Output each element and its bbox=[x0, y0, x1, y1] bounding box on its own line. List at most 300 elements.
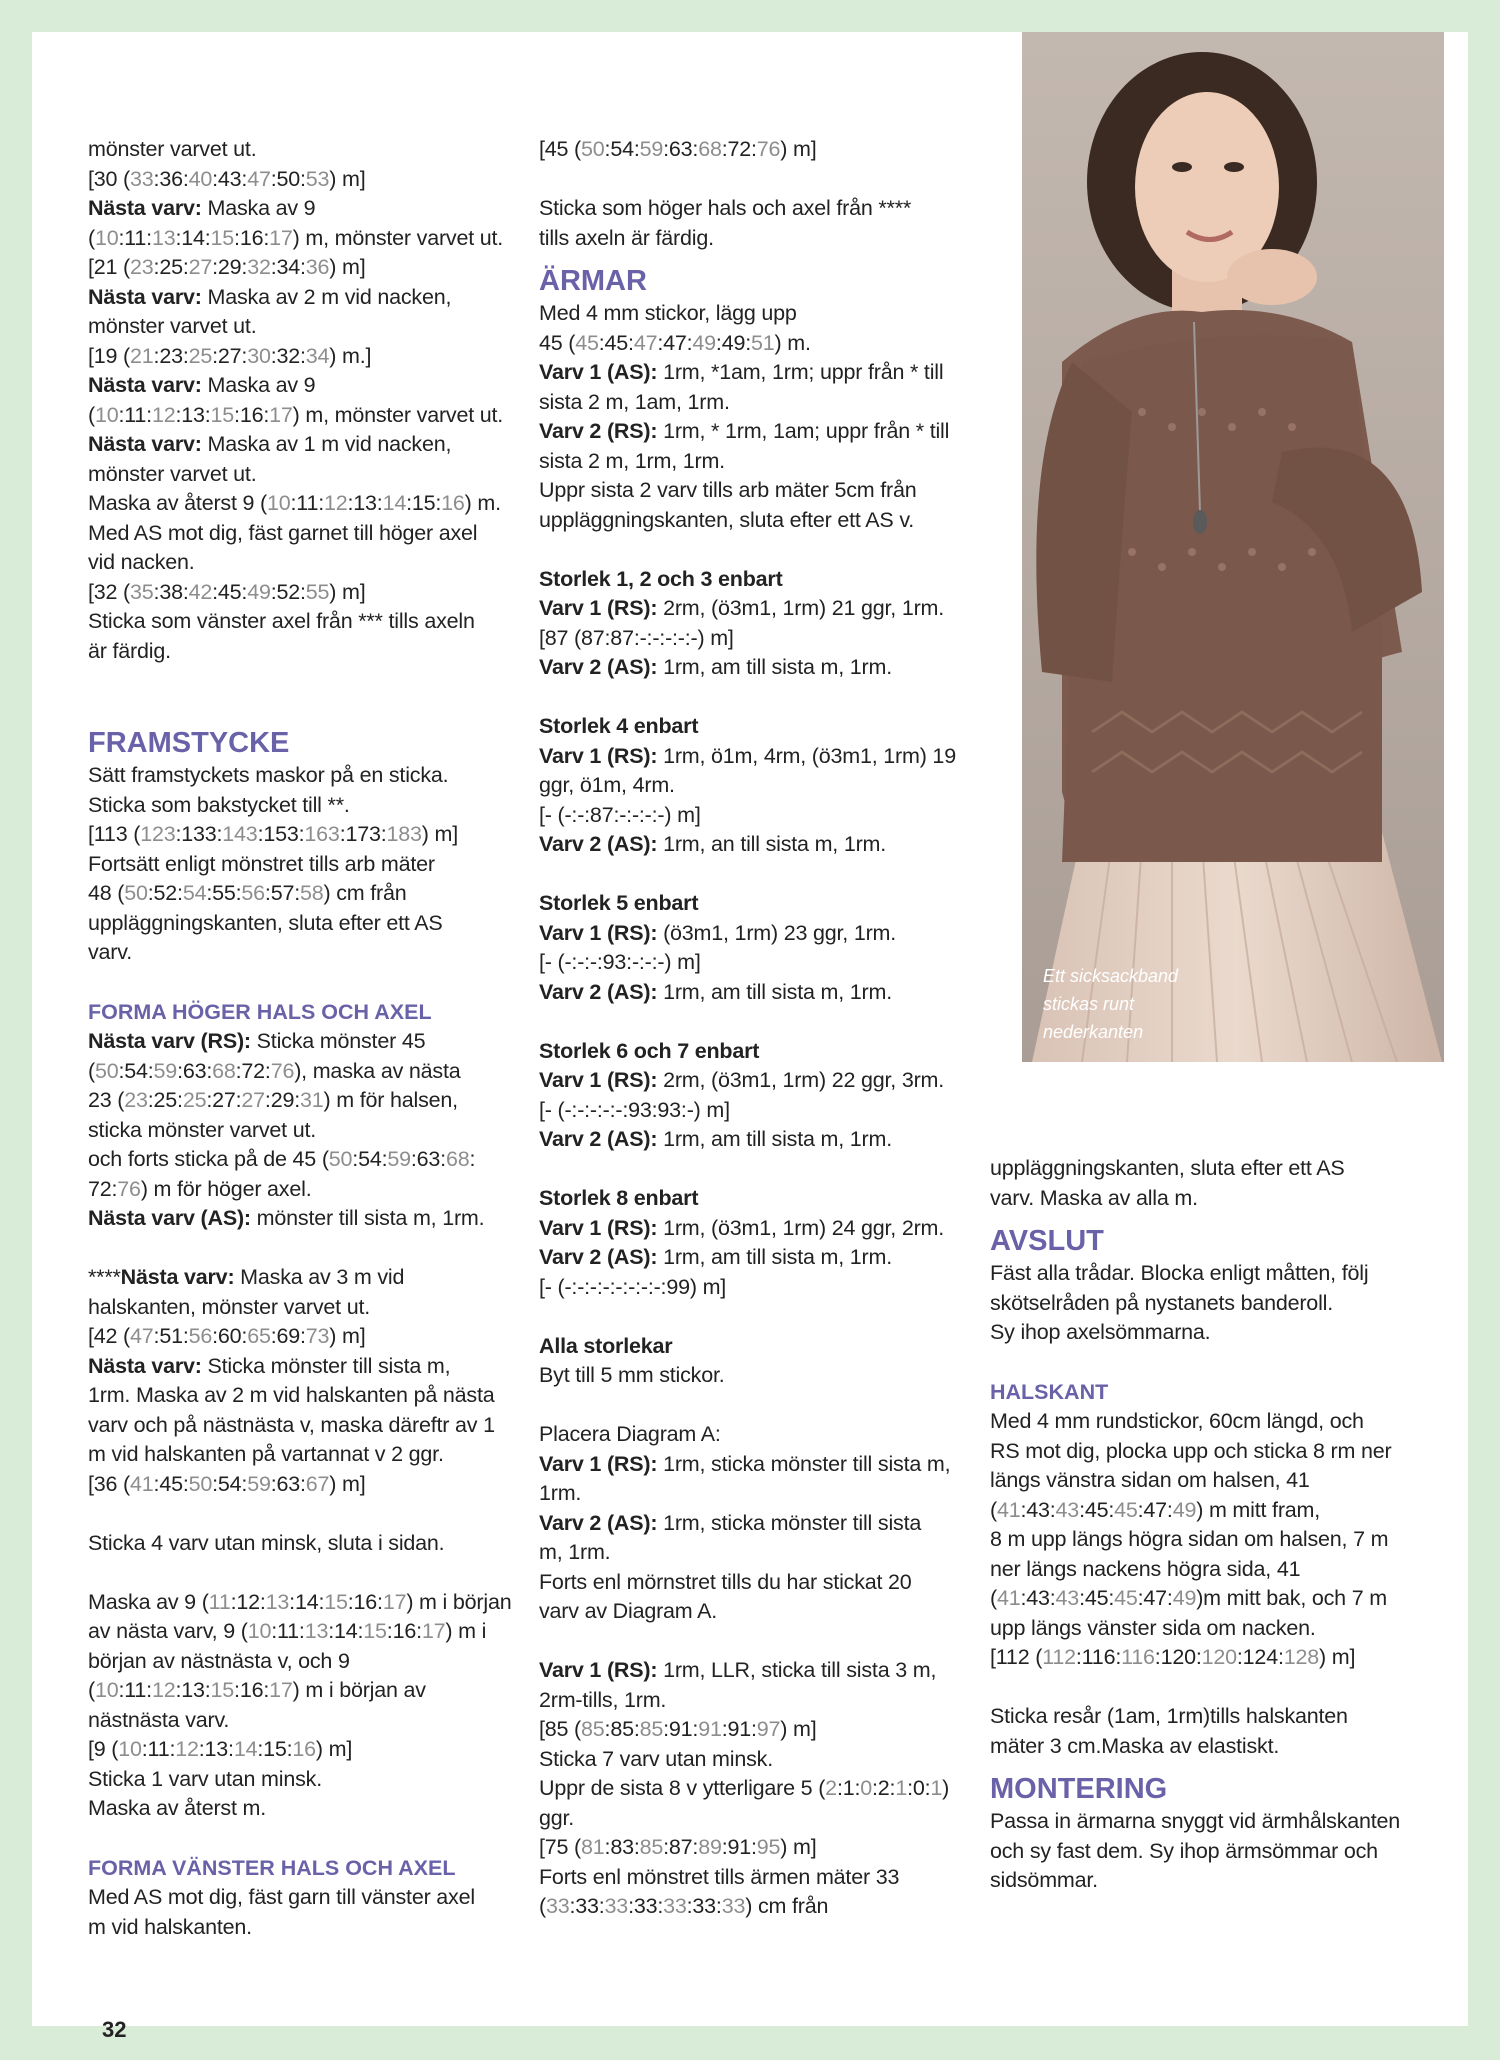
size-value: 41 bbox=[996, 1586, 1021, 1610]
text-run: [112 ( bbox=[990, 1645, 1043, 1669]
text-run: ( bbox=[539, 1894, 546, 1918]
text-run: :54: bbox=[118, 1058, 154, 1083]
section-heading bbox=[539, 263, 979, 299]
spacer bbox=[539, 535, 979, 565]
size-value: 45 bbox=[1114, 1586, 1138, 1610]
text-run: Sticka 7 varv utan minsk. bbox=[539, 1746, 773, 1771]
text-line bbox=[88, 1057, 528, 1087]
text-run: ) m] bbox=[329, 579, 366, 604]
text-run: :11: bbox=[290, 491, 324, 515]
spacer bbox=[990, 1673, 1430, 1703]
text-run: :49: bbox=[715, 330, 751, 355]
size-value: 12 bbox=[175, 1737, 199, 1761]
page-number: 32 bbox=[102, 2017, 127, 2042]
text-run: Forts enl mörnstret tills du har stickat 20 bbox=[539, 1569, 912, 1594]
text-run: :54: bbox=[604, 137, 640, 161]
text-column-3 bbox=[990, 1154, 1430, 1896]
text-line bbox=[539, 801, 979, 831]
size-value: 13 bbox=[265, 1589, 290, 1614]
text-run: 1rm. Maska av 2 m vid halskanten på nästa bbox=[88, 1383, 495, 1407]
text-run: 8 m upp längs högra sidan om halsen, 7 m bbox=[990, 1527, 1389, 1551]
bold-text: Varv 1 (RS): bbox=[539, 920, 658, 945]
text-run: Sticka som höger hals och axel från **** bbox=[539, 196, 912, 220]
size-value: 15 bbox=[363, 1619, 387, 1643]
caption-line: nederkanten bbox=[1043, 1022, 1144, 1042]
text-line bbox=[88, 1706, 528, 1736]
text-line bbox=[539, 329, 979, 359]
text-line bbox=[990, 1466, 1430, 1496]
text-run: Passa in ärmarna snyggt vid ärmhålskanten bbox=[990, 1809, 1401, 1833]
size-value: 85 bbox=[639, 1835, 664, 1859]
text-run: :69: bbox=[270, 1324, 306, 1348]
text-run: Med AS mot dig, fäst garnet till höger axel bbox=[88, 520, 478, 545]
text-line bbox=[88, 1263, 528, 1293]
text-run: :91: bbox=[721, 1835, 757, 1859]
size-value: 58 bbox=[299, 881, 324, 905]
text-run: uppläggningskanten, sluta efter ett AS v. bbox=[539, 507, 915, 532]
text-run: 1rm, am till sista m, 1rm. bbox=[657, 979, 892, 1004]
size-value: 33 bbox=[604, 1894, 629, 1918]
text-run: ) m] bbox=[329, 1471, 366, 1496]
text-run: :29: bbox=[212, 255, 248, 279]
text-line bbox=[990, 1496, 1430, 1526]
text-run: :11: bbox=[118, 225, 152, 250]
text-line bbox=[539, 135, 979, 165]
text-run: varv. Maska av alla m. bbox=[990, 1185, 1198, 1210]
spacer bbox=[88, 1824, 528, 1854]
text-line bbox=[990, 1318, 1430, 1348]
text-run: ) m] bbox=[421, 822, 459, 846]
bold-text: Storlek 5 enbart bbox=[539, 891, 699, 915]
text-line bbox=[88, 224, 528, 254]
text-run: Fäst alla trådar. Blocka enligt måtten, följ bbox=[990, 1261, 1369, 1285]
caption-line: stickas runt bbox=[1043, 994, 1135, 1014]
text-run: :133: bbox=[175, 822, 223, 846]
text-run: m vid halskanten. bbox=[88, 1914, 252, 1939]
text-run: :45: bbox=[212, 579, 248, 604]
text-line bbox=[990, 1525, 1430, 1555]
bold-text: Varv 2 (AS): bbox=[539, 979, 658, 1004]
bold-text: Varv 2 (AS): bbox=[539, 655, 658, 679]
text-run: [- (-:-:87:-:-:-:-) m] bbox=[539, 802, 701, 827]
bold-text: Nästa varv: bbox=[88, 284, 202, 309]
size-value: 73 bbox=[305, 1324, 330, 1348]
text-line bbox=[539, 771, 979, 801]
size-value: 13 bbox=[151, 225, 176, 250]
text-run: [113 ( bbox=[88, 822, 141, 846]
spacer bbox=[88, 696, 528, 726]
text-run: :11: bbox=[118, 1678, 152, 1702]
size-value: 59 bbox=[153, 1058, 178, 1083]
bold-text: Varv 2 (AS): bbox=[539, 1127, 658, 1151]
size-value: 17 bbox=[421, 1619, 446, 1643]
text-run: 2rm, (ö3m1, 1rm) 21 ggr, 1rm. bbox=[657, 596, 945, 620]
text-run: 1rm, *1am, 1rm; uppr från * till bbox=[657, 360, 944, 384]
text-run: Sticka mönster till sista m, bbox=[201, 1353, 451, 1378]
text-line bbox=[539, 1686, 979, 1716]
text-line bbox=[990, 1732, 1430, 1762]
text-line bbox=[88, 1765, 528, 1795]
size-value: 59 bbox=[247, 1471, 271, 1496]
size-value: 55 bbox=[305, 579, 330, 604]
text-line bbox=[539, 476, 979, 506]
text-line bbox=[88, 460, 528, 490]
text-run: mönster varvet ut. bbox=[88, 461, 257, 486]
page-sheet bbox=[32, 32, 1468, 2042]
text-line bbox=[88, 253, 528, 283]
text-run: :72: bbox=[235, 1058, 271, 1083]
text-line bbox=[88, 791, 528, 821]
text-run: :0: bbox=[907, 1776, 931, 1800]
text-run: :14: bbox=[289, 1589, 325, 1614]
text-line bbox=[88, 909, 528, 939]
subsection-heading bbox=[88, 1853, 528, 1883]
size-value: 32 bbox=[247, 255, 271, 279]
text-line bbox=[539, 1833, 979, 1863]
text-run: [85 ( bbox=[539, 1717, 582, 1741]
text-line bbox=[539, 594, 979, 624]
text-run: m, 1rm. bbox=[539, 1540, 611, 1564]
text-run: :47: bbox=[1137, 1586, 1173, 1610]
text-run: :91: bbox=[721, 1717, 757, 1741]
spacer bbox=[539, 1007, 979, 1037]
text-run: [75 ( bbox=[539, 1835, 582, 1859]
text-run: :63: bbox=[270, 1471, 306, 1496]
size-value: 49 bbox=[692, 330, 716, 355]
text-run: :16: bbox=[347, 1589, 383, 1614]
text-line bbox=[990, 1643, 1430, 1673]
text-run: :83: bbox=[604, 1835, 640, 1859]
text-run: 2rm-tills, 1rm. bbox=[539, 1687, 667, 1712]
text-run: 1rm, * 1rm, 1am; uppr från * till bbox=[657, 419, 950, 443]
size-value: 15 bbox=[324, 1589, 348, 1614]
text-run: :116: bbox=[1075, 1645, 1122, 1669]
text-run: ) m] bbox=[1319, 1645, 1356, 1669]
text-line bbox=[539, 1774, 979, 1804]
text-run: ) m i bbox=[445, 1619, 487, 1643]
size-value: 41 bbox=[130, 1471, 154, 1496]
text-line bbox=[539, 1568, 979, 1598]
text-run: och forts sticka på de 45 ( bbox=[88, 1147, 329, 1171]
spacer bbox=[539, 1302, 979, 1332]
size-value: 17 bbox=[269, 402, 293, 427]
text-line bbox=[88, 1204, 528, 1234]
text-run: Uppr sista 2 varv tills arb mäter 5cm från bbox=[539, 478, 917, 502]
text-run: :55: bbox=[206, 881, 242, 905]
text-run: :33: bbox=[628, 1894, 664, 1918]
text-run: :16: bbox=[386, 1619, 422, 1643]
size-value: 43 bbox=[1055, 1586, 1080, 1610]
size-value: 68 bbox=[212, 1058, 236, 1083]
text-line bbox=[88, 1293, 528, 1323]
size-value: 76 bbox=[756, 137, 781, 161]
text-line bbox=[539, 565, 979, 595]
text-run: :33: bbox=[686, 1894, 722, 1918]
text-line bbox=[88, 1588, 528, 1618]
text-column-2 bbox=[539, 135, 979, 1922]
text-line bbox=[539, 224, 979, 254]
text-run: FORMA VÄNSTER HALS OCH AXEL bbox=[88, 1856, 456, 1880]
text-run: Maska av 3 m vid bbox=[234, 1265, 405, 1289]
spacer bbox=[88, 1234, 528, 1264]
bold-text: Nästa varv: bbox=[88, 1353, 202, 1378]
spacer bbox=[990, 1761, 1430, 1771]
text-run: :43: bbox=[1020, 1586, 1056, 1610]
size-value: 183 bbox=[386, 822, 422, 846]
text-run: :11: bbox=[141, 1737, 176, 1761]
spacer bbox=[539, 253, 979, 263]
size-value: 25 bbox=[182, 1088, 207, 1112]
text-line bbox=[88, 165, 528, 195]
size-value: 10 bbox=[94, 402, 119, 427]
text-line bbox=[990, 1614, 1430, 1644]
size-value: 17 bbox=[269, 1678, 293, 1702]
text-line bbox=[990, 1837, 1430, 1867]
text-line bbox=[539, 388, 979, 418]
text-line bbox=[88, 1145, 528, 1175]
text-line bbox=[539, 742, 979, 772]
size-value: 16 bbox=[292, 1737, 316, 1761]
text-run: Maska av återst 9 ( bbox=[88, 491, 268, 515]
size-value: 33 bbox=[130, 166, 154, 191]
text-run: ) m, mönster varvet ut. bbox=[292, 225, 504, 250]
text-line bbox=[88, 1086, 528, 1116]
text-line bbox=[990, 1866, 1430, 1896]
text-run: 48 ( bbox=[88, 881, 125, 905]
text-run: ) m] bbox=[329, 255, 366, 279]
text-run: :54: bbox=[212, 1471, 248, 1496]
spacer bbox=[88, 666, 528, 696]
text-run: FORMA HÖGER HALS OCH AXEL bbox=[88, 1000, 432, 1024]
text-run: ) cm från bbox=[745, 1894, 829, 1918]
bold-text: Varv 2 (AS): bbox=[539, 832, 658, 856]
text-run: upp längs vänster sida om nacken. bbox=[990, 1615, 1316, 1640]
size-value: 41 bbox=[996, 1497, 1021, 1522]
bold-text: Alla storlekar bbox=[539, 1333, 673, 1358]
text-line bbox=[88, 519, 528, 549]
size-value: 42 bbox=[188, 579, 213, 604]
text-line bbox=[88, 1352, 528, 1382]
text-run: ner längs nackens högra sida, 41 bbox=[990, 1556, 1301, 1581]
size-value: 14 bbox=[233, 1737, 258, 1761]
size-value: 45 bbox=[575, 330, 599, 355]
size-value: 1 bbox=[930, 1776, 943, 1800]
text-line bbox=[539, 1538, 979, 1568]
text-line bbox=[539, 1214, 979, 1244]
text-run: Maska av 1 m vid nacken, bbox=[201, 432, 452, 456]
text-run: [45 ( bbox=[539, 137, 582, 161]
text-line bbox=[990, 1807, 1430, 1837]
text-line bbox=[88, 1381, 528, 1411]
size-value: 10 bbox=[94, 225, 119, 250]
text-run: ) m, mönster varvet ut. bbox=[292, 402, 504, 427]
text-run: :60: bbox=[212, 1324, 248, 1348]
text-run: uppläggningskanten, sluta efter ett AS bbox=[88, 910, 443, 935]
text-run: :16: bbox=[234, 1678, 270, 1702]
text-run: :12: bbox=[230, 1589, 266, 1614]
size-value: 56 bbox=[241, 881, 265, 905]
text-line bbox=[88, 1440, 528, 1470]
text-run: Med AS mot dig, fäst garn till vänster axel bbox=[88, 1885, 475, 1909]
text-run: ) m] bbox=[780, 137, 817, 161]
size-value: 76 bbox=[117, 1176, 141, 1201]
text-run: :34: bbox=[270, 255, 306, 279]
bold-text: Varv 1 (RS): bbox=[539, 1215, 658, 1240]
text-run: :153: bbox=[257, 822, 305, 846]
size-value: 15 bbox=[210, 1678, 235, 1702]
text-line bbox=[88, 430, 528, 460]
size-value: 59 bbox=[387, 1147, 411, 1171]
size-value: 120 bbox=[1201, 1645, 1237, 1669]
size-value: 23 bbox=[130, 255, 154, 279]
text-line bbox=[88, 1883, 528, 1913]
text-run: : bbox=[469, 1147, 476, 1171]
text-run: 45 ( bbox=[539, 330, 576, 355]
text-run: [- (-:-:-:93:-:-:-) m] bbox=[539, 950, 701, 974]
text-line bbox=[539, 1066, 979, 1096]
caption-line: Ett sicksackband bbox=[1043, 966, 1179, 986]
text-run: :13: bbox=[175, 1678, 211, 1702]
text-run: 1rm. bbox=[539, 1481, 582, 1505]
text-run: ) m för höger axel. bbox=[140, 1176, 312, 1201]
text-line bbox=[88, 489, 528, 519]
text-run: [42 ( bbox=[88, 1324, 131, 1348]
text-line bbox=[539, 417, 979, 447]
size-value: 17 bbox=[382, 1589, 407, 1614]
text-run: varv och på nästnästa v, maska däreftr av 1 bbox=[88, 1412, 495, 1437]
text-line bbox=[539, 1863, 979, 1893]
size-value: 143 bbox=[222, 822, 258, 846]
text-line bbox=[88, 371, 528, 401]
text-line bbox=[539, 1509, 979, 1539]
text-line bbox=[990, 1437, 1430, 1467]
text-run: ( bbox=[88, 225, 95, 250]
text-run: :27: bbox=[212, 343, 248, 368]
text-run: [19 ( bbox=[88, 343, 131, 368]
size-value: 23 bbox=[124, 1088, 148, 1112]
text-run: Maska av 9 ( bbox=[88, 1589, 209, 1614]
text-line bbox=[88, 850, 528, 880]
size-value: 21 bbox=[130, 343, 154, 368]
text-run: 1rm, sticka mönster till sista bbox=[657, 1510, 922, 1535]
spacer bbox=[539, 860, 979, 890]
text-run: mönster varvet ut. bbox=[88, 137, 257, 161]
text-run: ) cm från bbox=[323, 881, 407, 905]
text-run: [21 ( bbox=[88, 255, 131, 279]
text-run: är färdig. bbox=[88, 638, 171, 663]
bold-text: Varv 1 (RS): bbox=[539, 1068, 658, 1092]
text-line bbox=[539, 194, 979, 224]
bold-text: Nästa varv: bbox=[120, 1265, 235, 1289]
text-line bbox=[88, 548, 528, 578]
size-value: 50 bbox=[328, 1147, 353, 1171]
size-value: 59 bbox=[639, 137, 664, 161]
size-value: 15 bbox=[210, 225, 235, 250]
text-run: ) m i början av bbox=[292, 1678, 426, 1702]
text-line bbox=[990, 1584, 1430, 1614]
text-run: varv. bbox=[88, 940, 132, 964]
size-value: 85 bbox=[639, 1717, 664, 1741]
size-value: 10 bbox=[267, 491, 291, 515]
text-run: Maska av 9 bbox=[201, 373, 316, 397]
text-line bbox=[88, 1411, 528, 1441]
text-line bbox=[539, 1745, 979, 1775]
size-value: 30 bbox=[247, 343, 271, 368]
text-run: Sy ihop axelsömmarna. bbox=[990, 1320, 1211, 1344]
text-run: varv av Diagram A. bbox=[539, 1599, 718, 1623]
text-run: skötselråden på nystanets banderoll. bbox=[990, 1290, 1333, 1315]
text-run: Sätt framstyckets maskor på en sticka. bbox=[88, 763, 449, 787]
size-value: 47 bbox=[247, 166, 271, 191]
text-run: ) m. bbox=[774, 330, 811, 355]
text-run: :13: bbox=[347, 491, 383, 515]
bold-text: Varv 2 (RS): bbox=[539, 419, 658, 443]
spacer bbox=[88, 1499, 528, 1529]
text-run: :16: bbox=[234, 402, 270, 427]
text-run: 1rm, am till sista m, 1rm. bbox=[657, 1245, 892, 1269]
text-run: och sy fast dem. Sy ihop ärmsömmar och bbox=[990, 1838, 1378, 1863]
text-run: AVSLUT bbox=[990, 1225, 1104, 1257]
text-line bbox=[88, 1175, 528, 1205]
text-run: Sticka mönster 45 bbox=[250, 1029, 426, 1053]
size-value: 163 bbox=[304, 822, 340, 846]
text-line bbox=[539, 624, 979, 654]
text-run: ( bbox=[990, 1497, 997, 1522]
bold-text: Nästa varv: bbox=[88, 196, 202, 220]
text-run: :52: bbox=[147, 881, 183, 905]
text-run: :23: bbox=[153, 343, 189, 368]
text-run: )m mitt bak, och 7 m bbox=[1196, 1586, 1387, 1610]
text-line bbox=[539, 712, 979, 742]
text-run: ) m i början bbox=[406, 1589, 512, 1614]
text-run: :52: bbox=[270, 579, 306, 604]
photo-caption bbox=[1043, 962, 1223, 1046]
text-line bbox=[88, 820, 528, 850]
size-value: 27 bbox=[241, 1088, 265, 1112]
text-run: [32 ( bbox=[88, 579, 131, 604]
text-run: ( bbox=[88, 1058, 95, 1083]
text-line bbox=[88, 879, 528, 909]
text-run: Med 4 mm rundstickor, 60cm längd, och bbox=[990, 1409, 1364, 1433]
spacer bbox=[990, 1348, 1430, 1378]
text-run: [36 ( bbox=[88, 1471, 131, 1496]
size-value: 33 bbox=[545, 1894, 570, 1918]
text-run: :45: bbox=[598, 330, 634, 355]
bold-text: Storlek 8 enbart bbox=[539, 1186, 699, 1210]
text-line bbox=[539, 1037, 979, 1067]
text-run: :14: bbox=[328, 1619, 364, 1643]
text-run: :13: bbox=[175, 402, 211, 427]
text-run: nästnästa varv. bbox=[88, 1707, 230, 1732]
text-line bbox=[539, 506, 979, 536]
size-value: 36 bbox=[305, 255, 330, 279]
text-line bbox=[990, 1184, 1430, 1214]
text-run: ) m för halsen, bbox=[323, 1088, 458, 1112]
text-line bbox=[539, 447, 979, 477]
size-value: 53 bbox=[305, 166, 330, 191]
size-value: 34 bbox=[305, 343, 330, 368]
size-value: 2 bbox=[825, 1776, 837, 1800]
text-run: Forts enl mönstret tills ärmen mäter 33 bbox=[539, 1864, 900, 1889]
spacer bbox=[539, 165, 979, 195]
text-run: :45: bbox=[1079, 1586, 1115, 1610]
size-value: 49 bbox=[1172, 1586, 1197, 1610]
text-run: Sticka 1 varv utan minsk. bbox=[88, 1766, 322, 1791]
text-line bbox=[539, 1361, 979, 1391]
size-value: 128 bbox=[1283, 1645, 1320, 1669]
subsection-heading bbox=[990, 1377, 1430, 1407]
text-line bbox=[88, 1529, 528, 1559]
